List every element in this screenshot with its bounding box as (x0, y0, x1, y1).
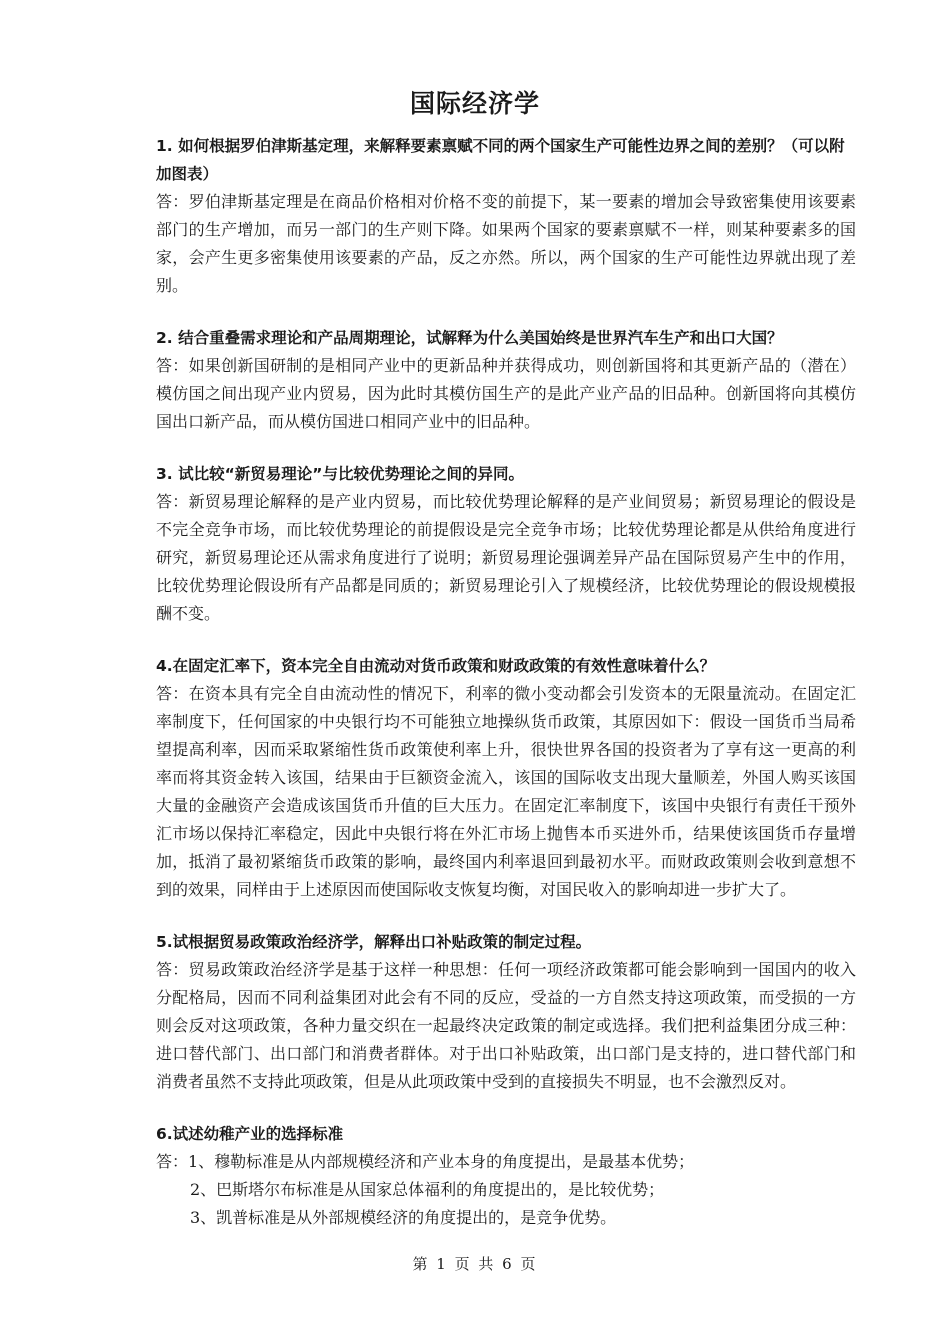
question-4: 4.在固定汇率下，资本完全自由流动对货币政策和财政政策的有效性意味着什么？ (156, 657, 716, 675)
answer-4: 答：在资本具有完全自由流动性的情况下，利率的微小变动都会引发资本的无限量流动。在固定汇率制度下，任何国家的中央银行均不可能独立地操纵货币政策，其原因如下：假设一国货币当局希望提高利率，因而采取紧缩性货币政策使利率上升，很快世界各国的投资者为了享有这一更高的利率而将其资金转入该国，结果由于巨额资金流入，该国的国际收支出现大量顺差，外国人购买该国大量的金融资产会造成该国货币升值的巨大压力。在固定汇率制度下，该国中央银行有责任干预外汇市场以保持汇率稳定，因此中央银行将在外汇市场上抛售本币买进外币，结果使该国货币存量增加，抵消了最初紧缩货币政策的影响，最终国内利率退回到最初水平。而财政政策则会收到意想不到的效果，同样由于上述原因而使国际收支恢复均衡，对国民收入的影响却进一步扩大了。 (156, 684, 856, 899)
qa-block-2 (156, 324, 856, 436)
spacer (156, 628, 856, 652)
spacer (156, 1096, 856, 1120)
question-1: 1. 如何根据罗伯津斯基定理，来解释要素禀赋不同的两个国家生产可能性边界之间的差别？（可以附加图表） (156, 137, 845, 183)
answer-1: 答：罗伯津斯基定理是在商品价格相对价格不变的前提下，某一要素的增加会导致密集使用该要素部门的生产增加，而另一部门的生产则下降。如果两个国家的要素禀赋不一样，则某种要素多的国家，会产生更多密集使用该要素的产品，反之亦然。所以，两个国家的生产可能性边界就出现了差别。 (156, 192, 856, 295)
spacer (156, 904, 856, 928)
question-3: 3. 试比较“新贸易理论”与比较优势理论之间的异同。 (156, 465, 524, 483)
answer-3: 答：新贸易理论解释的是产业内贸易，而比较优势理论解释的是产业间贸易；新贸易理论的假设是不完全竞争市场，而比较优势理论的前提假设是完全竞争市场；比较优势理论都是从供给角度进行研究，新贸易理论还从需求角度进行了说明；新贸易理论强调差异产品在国际贸易产生中的作用，比较优势理论假设所有产品都是同质的；新贸易理论引入了规模经济，比较优势理论的假设规模报酬不变。 (156, 492, 856, 623)
answer-6-item-3: 3、凯普标准是从外部规模经济的角度提出的，是竞争优势。 (190, 1208, 617, 1227)
page-title: 国际经济学 (409, 89, 540, 118)
qa-block-4 (156, 652, 856, 904)
document-body (156, 132, 856, 1232)
qa-block-6 (156, 1120, 856, 1232)
question-6: 6.试述幼稚产业的选择标准 (156, 1125, 344, 1143)
answer-5: 答：贸易政策政治经济学是基于这样一种思想：任何一项经济政策都可能会影响到一国国内的收入分配格局，因而不同利益集团对此会有不同的反应，受益的一方自然支持这项政策，而受损的一方则会反对这项政策，各种力量交织在一起最终决定政策的制定或选择。我们把利益集团分成三种：进口替代部门、出口部门和消费者群体。对于出口补贴政策，出口部门是支持的，进口替代部门和消费者虽然不支持此项政策，但是从此项政策中受到的直接损失不明显，也不会激烈反对。 (156, 960, 856, 1091)
spacer (156, 300, 856, 324)
spacer (156, 436, 856, 460)
qa-block-1 (156, 132, 856, 300)
qa-block-5 (156, 928, 856, 1096)
question-2: 2. 结合重叠需求理论和产品周期理论，试解释为什么美国始终是世界汽车生产和出口大国？ (156, 329, 783, 347)
question-5: 5.试根据贸易政策政治经济学，解释出口补贴政策的制定过程。 (156, 933, 592, 951)
answer-2: 答：如果创新国研制的是相同产业中的更新品种并获得成功，则创新国将和其更新产品的（潜在）模仿国之间出现产业内贸易，因为此时其模仿国生产的是此产业产品的旧品种。创新国将向其模仿国出口新产品，而从模仿国进口相同产业中的旧品种。 (156, 356, 856, 431)
qa-block-3 (156, 460, 856, 628)
answer-6-item-1: 答：1、穆勒标准是从内部规模经济和产业本身的角度提出，是最基本优势； (156, 1152, 695, 1171)
answer-6-item-2: 2、巴斯塔尔布标准是从国家总体福利的角度提出的，是比较优势； (190, 1180, 665, 1199)
page-number-footer: 第 1 页 共 6 页 (412, 1255, 538, 1273)
